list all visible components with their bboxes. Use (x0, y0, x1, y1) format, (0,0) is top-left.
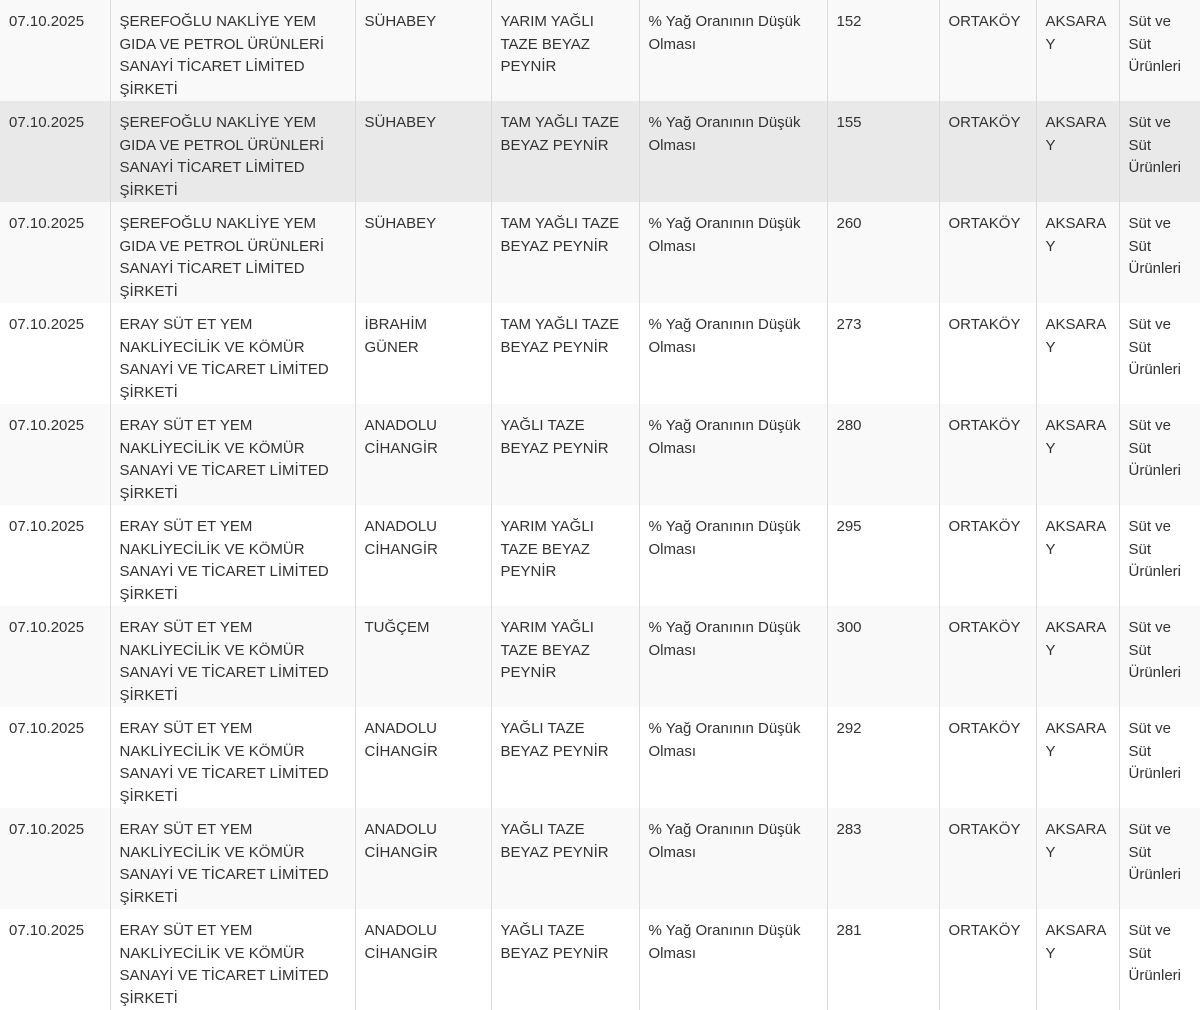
district-cell: ORTAKÖY (939, 0, 1036, 101)
company-cell: ERAY SÜT ET YEM NAKLİYECİLİK VE KÖMÜR SANAYİ VE TİCARET LİMİTED ŞİRKETİ (110, 606, 355, 707)
province-cell: AKSARAY (1036, 909, 1119, 1010)
violation-cell: % Yağ Oranının Düşük Olması (639, 404, 827, 505)
table-row (0, 808, 1200, 909)
category-cell: Süt ve Süt Ürünleri (1119, 606, 1200, 707)
date-cell: 07.10.2025 (0, 404, 110, 505)
brand-cell: TUĞÇEM (355, 606, 491, 707)
date-cell: 07.10.2025 (0, 202, 110, 303)
lot-cell: 295 (827, 505, 939, 606)
province-cell: AKSARAY (1036, 303, 1119, 404)
category-cell: Süt ve Süt Ürünleri (1119, 0, 1200, 101)
province-cell: AKSARAY (1036, 606, 1119, 707)
brand-cell: ANADOLU CİHANGİR (355, 404, 491, 505)
table-row (0, 303, 1200, 404)
violation-cell: % Yağ Oranının Düşük Olması (639, 606, 827, 707)
table-row (0, 707, 1200, 808)
product-cell: TAM YAĞLI TAZE BEYAZ PEYNİR (491, 101, 639, 202)
product-cell: TAM YAĞLI TAZE BEYAZ PEYNİR (491, 303, 639, 404)
lot-cell: 273 (827, 303, 939, 404)
brand-cell: ANADOLU CİHANGİR (355, 505, 491, 606)
province-cell: AKSARAY (1036, 707, 1119, 808)
date-cell: 07.10.2025 (0, 101, 110, 202)
violation-cell: % Yağ Oranının Düşük Olması (639, 909, 827, 1010)
category-cell: Süt ve Süt Ürünleri (1119, 101, 1200, 202)
province-cell: AKSARAY (1036, 808, 1119, 909)
date-cell: 07.10.2025 (0, 303, 110, 404)
table-row (0, 606, 1200, 707)
date-cell: 07.10.2025 (0, 707, 110, 808)
company-cell: ŞEREFOĞLU NAKLİYE YEM GIDA VE PETROL ÜRÜNLERİ SANAYİ TİCARET LİMİTED ŞİRKETİ (110, 101, 355, 202)
violation-cell: % Yağ Oranının Düşük Olması (639, 303, 827, 404)
brand-cell: SÜHABEY (355, 101, 491, 202)
table-row (0, 101, 1200, 202)
lot-cell: 155 (827, 101, 939, 202)
brand-cell: İBRAHİM GÜNER (355, 303, 491, 404)
company-cell: ERAY SÜT ET YEM NAKLİYECİLİK VE KÖMÜR SANAYİ VE TİCARET LİMİTED ŞİRKETİ (110, 707, 355, 808)
lot-cell: 260 (827, 202, 939, 303)
date-cell: 07.10.2025 (0, 606, 110, 707)
category-cell: Süt ve Süt Ürünleri (1119, 505, 1200, 606)
category-cell: Süt ve Süt Ürünleri (1119, 202, 1200, 303)
product-cell: YAĞLI TAZE BEYAZ PEYNİR (491, 707, 639, 808)
category-cell: Süt ve Süt Ürünleri (1119, 303, 1200, 404)
product-cell: TAM YAĞLI TAZE BEYAZ PEYNİR (491, 202, 639, 303)
category-cell: Süt ve Süt Ürünleri (1119, 909, 1200, 1010)
district-cell: ORTAKÖY (939, 606, 1036, 707)
province-cell: AKSARAY (1036, 101, 1119, 202)
category-cell: Süt ve Süt Ürünleri (1119, 707, 1200, 808)
province-cell: AKSARAY (1036, 0, 1119, 101)
table-row (0, 404, 1200, 505)
lot-cell: 281 (827, 909, 939, 1010)
brand-cell: SÜHABEY (355, 0, 491, 101)
product-cell: YARIM YAĞLI TAZE BEYAZ PEYNİR (491, 606, 639, 707)
brand-cell: SÜHABEY (355, 202, 491, 303)
product-cell: YAĞLI TAZE BEYAZ PEYNİR (491, 404, 639, 505)
brand-cell: ANADOLU CİHANGİR (355, 707, 491, 808)
company-cell: ERAY SÜT ET YEM NAKLİYECİLİK VE KÖMÜR SANAYİ VE TİCARET LİMİTED ŞİRKETİ (110, 303, 355, 404)
product-cell: YARIM YAĞLI TAZE BEYAZ PEYNİR (491, 505, 639, 606)
company-cell: ERAY SÜT ET YEM NAKLİYECİLİK VE KÖMÜR SANAYİ VE TİCARET LİMİTED ŞİRKETİ (110, 404, 355, 505)
district-cell: ORTAKÖY (939, 707, 1036, 808)
company-cell: ŞEREFOĞLU NAKLİYE YEM GIDA VE PETROL ÜRÜNLERİ SANAYİ TİCARET LİMİTED ŞİRKETİ (110, 0, 355, 101)
company-cell: ERAY SÜT ET YEM NAKLİYECİLİK VE KÖMÜR SANAYİ VE TİCARET LİMİTED ŞİRKETİ (110, 909, 355, 1010)
brand-cell: ANADOLU CİHANGİR (355, 808, 491, 909)
company-cell: ERAY SÜT ET YEM NAKLİYECİLİK VE KÖMÜR SANAYİ VE TİCARET LİMİTED ŞİRKETİ (110, 505, 355, 606)
table-row (0, 505, 1200, 606)
violation-cell: % Yağ Oranının Düşük Olması (639, 505, 827, 606)
company-cell: ERAY SÜT ET YEM NAKLİYECİLİK VE KÖMÜR SANAYİ VE TİCARET LİMİTED ŞİRKETİ (110, 808, 355, 909)
district-cell: ORTAKÖY (939, 505, 1036, 606)
date-cell: 07.10.2025 (0, 909, 110, 1010)
brand-cell: ANADOLU CİHANGİR (355, 909, 491, 1010)
violation-cell: % Yağ Oranının Düşük Olması (639, 808, 827, 909)
company-cell: ŞEREFOĞLU NAKLİYE YEM GIDA VE PETROL ÜRÜNLERİ SANAYİ TİCARET LİMİTED ŞİRKETİ (110, 202, 355, 303)
district-cell: ORTAKÖY (939, 101, 1036, 202)
province-cell: AKSARAY (1036, 404, 1119, 505)
province-cell: AKSARAY (1036, 202, 1119, 303)
date-cell: 07.10.2025 (0, 505, 110, 606)
lot-cell: 280 (827, 404, 939, 505)
lot-cell: 283 (827, 808, 939, 909)
district-cell: ORTAKÖY (939, 808, 1036, 909)
table-row (0, 909, 1200, 1010)
table-row (0, 202, 1200, 303)
date-cell: 07.10.2025 (0, 0, 110, 101)
date-cell: 07.10.2025 (0, 808, 110, 909)
district-cell: ORTAKÖY (939, 303, 1036, 404)
product-cell: YARIM YAĞLI TAZE BEYAZ PEYNİR (491, 0, 639, 101)
category-cell: Süt ve Süt Ürünleri (1119, 404, 1200, 505)
province-cell: AKSARAY (1036, 505, 1119, 606)
lot-cell: 300 (827, 606, 939, 707)
lot-cell: 292 (827, 707, 939, 808)
table-row (0, 0, 1200, 101)
violation-cell: % Yağ Oranının Düşük Olması (639, 0, 827, 101)
district-cell: ORTAKÖY (939, 202, 1036, 303)
violation-cell: % Yağ Oranının Düşük Olması (639, 202, 827, 303)
district-cell: ORTAKÖY (939, 909, 1036, 1010)
product-cell: YAĞLI TAZE BEYAZ PEYNİR (491, 808, 639, 909)
violation-cell: % Yağ Oranının Düşük Olması (639, 707, 827, 808)
category-cell: Süt ve Süt Ürünleri (1119, 808, 1200, 909)
violation-cell: % Yağ Oranının Düşük Olması (639, 101, 827, 202)
lot-cell: 152 (827, 0, 939, 101)
product-cell: YAĞLI TAZE BEYAZ PEYNİR (491, 909, 639, 1010)
district-cell: ORTAKÖY (939, 404, 1036, 505)
